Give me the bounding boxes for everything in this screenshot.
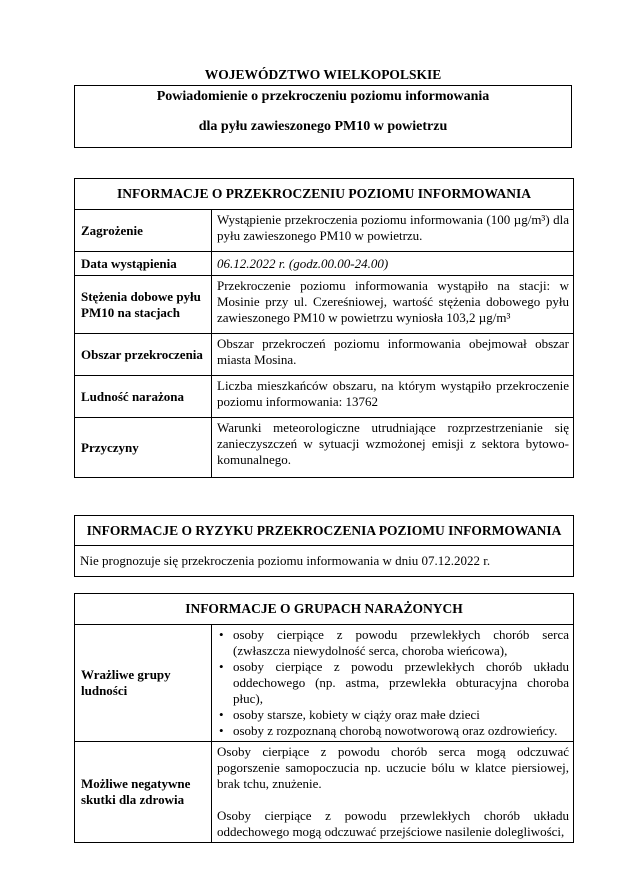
table-row: [75, 625, 574, 742]
table-row: [75, 376, 574, 418]
row-label-vulnerable-groups: Wrażliwe grupy ludności: [75, 625, 212, 742]
row-label-health-effects: Możliwe negatywne skutki dla zdrowia: [75, 742, 212, 843]
table-row: [75, 742, 574, 843]
row-value-date: 06.12.2022 r. (godz.00.00-24.00): [212, 252, 574, 276]
vulnerable-groups-table: [74, 593, 574, 843]
list-item: • osoby cierpiące z powodu przewlekłych chorób serca (zwłaszcza niewydolność serca, choroba wieńcowa),: [217, 627, 569, 659]
row-label-population: Ludność narażona: [75, 376, 212, 418]
row-value-threat: Wystąpienie przekroczenia poziomu informowania (100 µg/m³) dla pyłu zawieszonego PM10 w powietrzu.: [212, 210, 574, 252]
exceedance-info-heading: INFORMACJE O PRZEKROCZENIU POZIOMU INFORMOWANIA: [75, 179, 574, 210]
row-label-threat: Zagrożenie: [75, 210, 212, 252]
row-label-area: Obszar przekroczenia: [75, 334, 212, 376]
list-item: • osoby z rozpoznaną chorobą nowotworową oraz ozdrowieńcy.: [217, 723, 569, 739]
table-row: [75, 252, 574, 276]
vulnerable-groups-list-cell: [212, 625, 574, 742]
row-label-concentrations: Stężenia dobowe pyłu PM10 na stacjach: [75, 276, 212, 334]
row-value-causes: Warunki meteorologiczne utrudniające rozprzestrzenianie się zanieczyszczeń w sytuacji wzmożonej emisji z sektora bytowo-komunalnego.: [212, 418, 574, 478]
table-row: [75, 418, 574, 478]
exceedance-info-table: [74, 178, 574, 478]
region-title: WOJEWÓDZTWO WIELKOPOLSKIE: [204, 67, 442, 82]
vulnerable-groups-heading: INFORMACJE O GRUPACH NARAŻONYCH: [75, 594, 574, 625]
row-label-causes: Przyczyny: [75, 418, 212, 478]
health-effects-cell: [212, 742, 574, 843]
risk-info-heading: INFORMACJE O RYZYKU PRZEKROCZENIA POZIOMU INFORMOWANIA: [75, 516, 574, 546]
notice-title-line2: dla pyłu zawieszonego PM10 w powietrzu: [198, 119, 448, 134]
health-effects-paragraph-1: Osoby cierpiące z powodu chorób serca mogą odczuwać pogorszenie samopoczucia np. uczucie bólu w klatce piersiowej, brak tchu, znużenie.: [217, 744, 569, 791]
notice-title-box: [74, 85, 572, 148]
row-label-date: Data wystąpienia: [75, 252, 212, 276]
row-value-concentrations: Przekroczenie poziomu informowania wystąpiło na stacji: w Mosinie przy ul. Czereśniowej, wartość stężenia dobowego pyłu zawieszonego PM10 w powietrzu wyniosła 103,2 µg/m³: [212, 276, 574, 334]
notice-title-line1: Powiadomienie o przekroczeniu poziomu informowania: [156, 89, 490, 104]
table-row: [75, 276, 574, 334]
table-row: [75, 334, 574, 376]
vulnerable-groups-list: [217, 627, 569, 739]
table-row: [75, 210, 574, 252]
list-item: • osoby starsze, kobiety w ciąży oraz małe dzieci: [217, 707, 569, 723]
risk-info-text: Nie prognozuje się przekroczenia poziomu informowania w dniu 07.12.2022 r.: [75, 546, 574, 577]
risk-info-table: [74, 515, 574, 577]
list-item: • osoby cierpiące z powodu przewlekłych chorób układu oddechowego (np. astma, przewlekła obturacyjna choroba płuc),: [217, 659, 569, 707]
row-value-area: Obszar przekroczeń poziomu informowania obejmował obszar miasta Mosina.: [212, 334, 574, 376]
row-value-population: Liczba mieszkańców obszaru, na którym wystąpiło przekroczenie poziomu informowania: 13762: [212, 376, 574, 418]
health-effects-paragraph-2: Osoby cierpiące z powodu przewlekłych chorób układu oddechowego mogą odczuwać przejściowe nasilenie dolegliwości,: [217, 808, 569, 839]
